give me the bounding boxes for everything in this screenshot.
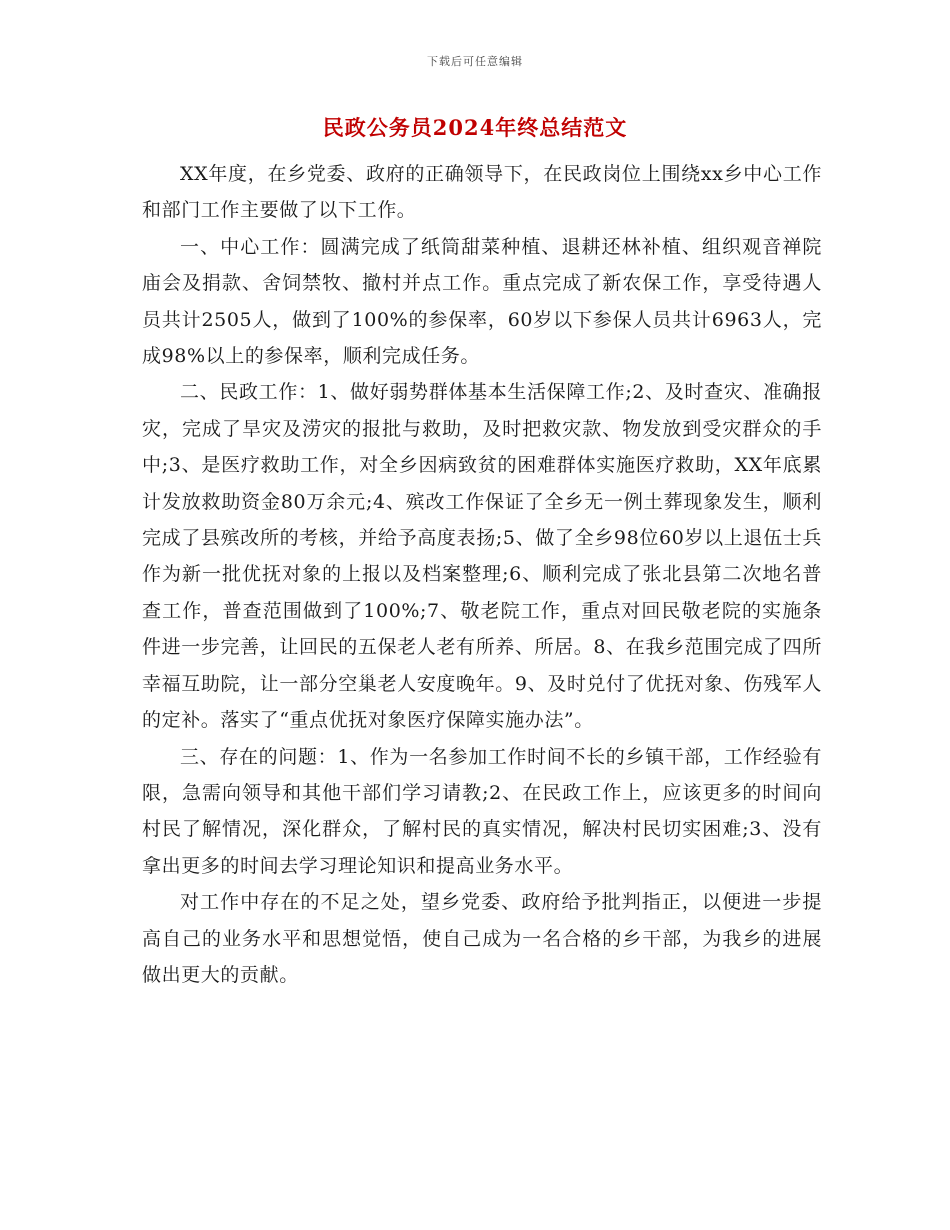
document-title: 民政公务员2024年终总结范文 (322, 115, 628, 140)
paragraph-central-work: 一、中心工作：圆满完成了纸筒甜菜种植、退耕还林补植、组织观音禅院庙会及捐款、舍饲禁牧、撤村并点工作。重点完成了新农保工作，享受待遇人员共计2505人，做到了100%的参保率，60岁以下参保人员共计6963人，完成98%以上的参保率，顺利完成任务。 (142, 235, 822, 368)
paragraph-problems: 三、存在的问题：1、作为一名参加工作时间不长的乡镇干部，工作经验有限，急需向领导和其他干部们学习请教;2、在民政工作上，应该更多的时间向村民了解情况，深化群众，了解村民的真实情况，解决村民切实困难;3、没有拿出更多的时间去学习理论知识和提高业务水平。 (142, 745, 822, 877)
header-note: 下载后可任意编辑 (427, 55, 523, 68)
paragraph-intro: XX年度，在乡党委、政府的正确领导下，在民政岗位上围绕xx乡中心工作和部门工作主要做了以下工作。 (142, 163, 822, 222)
document-body (142, 156, 822, 993)
paragraph-conclusion: 对工作中存在的不足之处，望乡党委、政府给予批判指正，以便进一步提高自己的业务水平和思想觉悟，使自己成为一名合格的乡干部，为我乡的进展做出更大的贡献。 (142, 891, 822, 986)
paragraph-civil-affairs: 二、民政工作：1、做好弱势群体基本生活保障工作;2、及时查灾、准确报灾，完成了旱灾及涝灾的报批与救助，及时把救灾款、物发放到受灾群众的手中;3、是医疗救助工作，对全乡因病致贫的困难群体实施医疗救助，XX年底累计发放救助资金80万余元;4、殡改工作保证了全乡无一例土葬现象发生，顺利完成了县殡改所的考核，并给予高度表扬;5、做了全乡98位60岁以上退伍士兵作为新一批优抚对象的上报以及档案整理;6、顺利完成了张北县第二次地名普查工作，普查范围做到了100%;7、敬老院工作，重点对回民敬老院的实施条件进一步完善，让回民的五保老人老有所养、所居。8、在我乡范围完成了四所幸福互助院，让一部分空巢老人安度晚年。9、及时兑付了优抚对象、伤残军人的定补。落实了“重点优抚对象医疗保障实施办法”。 (142, 381, 822, 732)
